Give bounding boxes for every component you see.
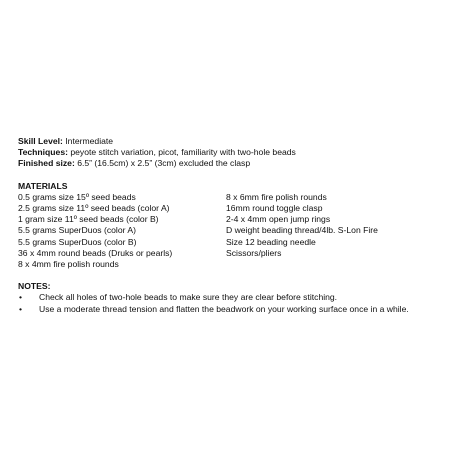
material-item: 2.5 grams size 11º seed beads (color A) bbox=[18, 203, 170, 214]
skill-level-line bbox=[18, 136, 448, 147]
note-item bbox=[18, 304, 448, 315]
techniques-value: peyote stitch variation, picot, familiarity with two-hole beads bbox=[67, 147, 296, 158]
note-text: Use a moderate thread tension and flatten the beadwork on your working surface once in a while. bbox=[39, 303, 409, 314]
note-item bbox=[18, 292, 448, 303]
bullet-icon: • bbox=[19, 303, 23, 314]
techniques-line bbox=[18, 147, 448, 158]
material-item: D weight beading thread/4lb. S-Lon Fire bbox=[226, 225, 378, 236]
materials-list bbox=[18, 192, 448, 270]
material-item: 36 x 4mm round beads (Druks or pearls) bbox=[18, 247, 173, 258]
materials-column-right bbox=[226, 192, 436, 270]
material-item: 1 gram size 11º seed beads (color B) bbox=[18, 214, 159, 225]
finished-size-line bbox=[18, 158, 448, 169]
notes-heading: NOTES: bbox=[18, 281, 51, 292]
material-item: 5.5 grams SuperDuos (color B) bbox=[18, 236, 137, 247]
material-item: 5.5 grams SuperDuos (color A) bbox=[18, 225, 136, 236]
pattern-info-document bbox=[18, 136, 448, 315]
material-item: 2-4 x 4mm open jump rings bbox=[226, 214, 331, 225]
finished-size-label: Finished size: bbox=[18, 158, 75, 169]
skill-level-value: Intermediate bbox=[62, 136, 114, 146]
material-item: 8 x 4mm fire polish rounds bbox=[18, 259, 119, 270]
techniques-label: Techniques: bbox=[18, 147, 68, 158]
bullet-icon: • bbox=[19, 292, 23, 303]
note-text: Check all holes of two-hole beads to make sure they are clear before stitching. bbox=[39, 292, 338, 303]
skill-level-label: Skill Level: bbox=[18, 136, 63, 146]
notes-list bbox=[18, 292, 448, 314]
material-item: 8 x 6mm fire polish rounds bbox=[226, 191, 327, 202]
materials-heading: MATERIALS bbox=[18, 180, 68, 191]
material-item: 16mm round toggle clasp bbox=[226, 203, 323, 214]
finished-size-value: 6.5” (16.5cm) x 2.5” (3cm) excluded the clasp bbox=[74, 158, 251, 169]
material-item: Size 12 beading needle bbox=[226, 236, 316, 247]
materials-column-left bbox=[18, 192, 226, 270]
material-item: Scissors/pliers bbox=[226, 247, 282, 258]
material-item: 0.5 grams size 15º seed beads bbox=[18, 191, 136, 202]
